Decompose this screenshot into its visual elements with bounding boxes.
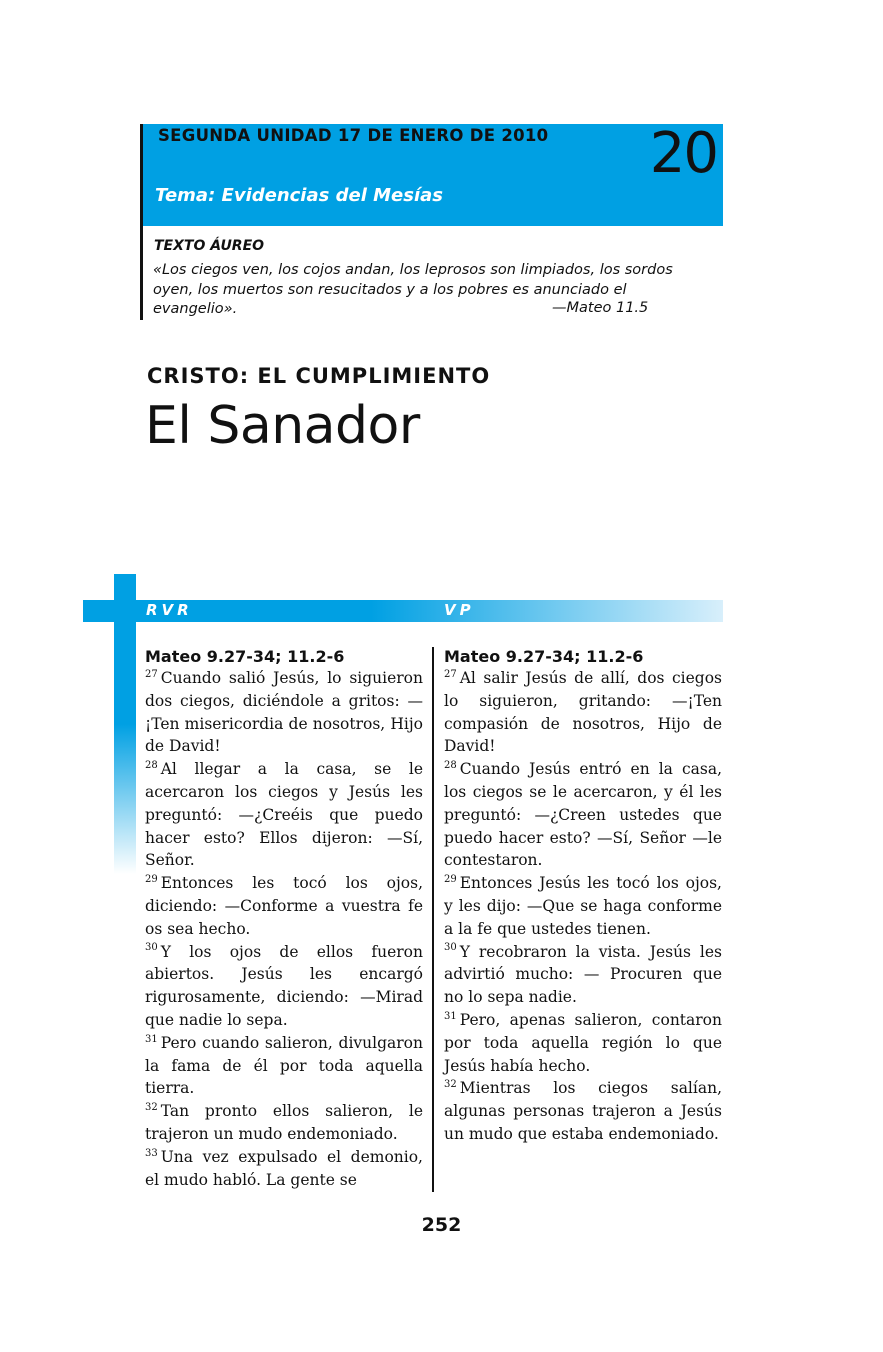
verse-number: 33 <box>145 1147 158 1159</box>
verse-text: Mientras los ciegos salían, algunas personas trajeron a Jesús un mudo que estaba endemoniado. <box>444 1079 722 1143</box>
verse-text: Y los ojos de ellos fueron abiertos. Jesús les encargó rigurosamente, diciendo: —Mirad que nadie lo sepa. <box>145 942 423 1029</box>
verse <box>444 1077 722 1145</box>
verse-text: Al salir Jesús de allí, dos ciegos lo siguieron, gritando: —¡Ten compasión de nosotros, Hijo de David! <box>444 669 722 756</box>
verse-number: 28 <box>444 760 457 772</box>
page-number: 252 <box>421 1214 462 1236</box>
verse-number: 30 <box>444 942 457 954</box>
verse <box>145 1032 423 1100</box>
verse-text: Una vez expulsado el demonio, el mudo habló. La gente se <box>145 1147 423 1189</box>
verse-text: Y recobraron la vista. Jesús les advirtió mucho: — Procuren que no lo sepa nadie. <box>444 942 722 1007</box>
lesson-number: 20 <box>649 121 717 186</box>
verse-number: 27 <box>444 668 457 680</box>
verse-number: 29 <box>145 874 158 886</box>
verse-number: 32 <box>444 1079 457 1091</box>
verse-text: Pero cuando salieron, divulgaron la fama de él por toda aquella tierra. <box>145 1033 423 1098</box>
lesson-theme: Tema: Evidencias del Mesías <box>155 185 443 206</box>
verse <box>145 667 423 758</box>
verse <box>444 872 722 940</box>
verse-number: 27 <box>145 668 158 680</box>
verse-number: 30 <box>145 942 158 954</box>
passage-reference: Mateo 9.27-34; 11.2-6 <box>444 647 644 666</box>
column-divider <box>432 647 434 1192</box>
verse-number: 29 <box>444 874 457 886</box>
series-title: CRISTO: EL CUMPLIMIENTO <box>147 364 491 388</box>
verse-number: 32 <box>145 1101 158 1113</box>
golden-text-reference: —Mateo 11.5 <box>552 300 649 316</box>
verse-text: Cuando salió Jesús, lo siguieron dos ciegos, diciéndole a gritos: —¡Ten misericordia de nosotros, Hijo de David! <box>145 669 423 756</box>
verse <box>444 667 722 758</box>
verse <box>145 758 423 872</box>
verse-text: Al llegar a la casa, se le acercaron los ciegos y Jesús les preguntó: —¿Creéis que puedo hacer esto? Ellos dijeron: —Sí, Señor. <box>145 760 423 870</box>
page-title: El Sanador <box>145 396 420 456</box>
passage-reference: Mateo 9.27-34; 11.2-6 <box>145 647 345 666</box>
golden-text-body: «Los ciegos ven, los cojos andan, los leprosos son limpiados, los sordos oyen, los muertos son resucitados y a los pobres es anunciado el evangelio». <box>153 262 673 317</box>
verse <box>145 1100 423 1146</box>
verse-number: 31 <box>444 1010 457 1022</box>
verse-number: 31 <box>145 1033 158 1045</box>
verse-text: Cuando Jesús entró en la casa, los ciegos se le acercaron, y él les preguntó: —¿Creen ustedes que puedo hacer esto? —Sí, Señor —le contestaron. <box>444 760 722 870</box>
verse <box>444 941 722 1009</box>
verse <box>145 941 423 1032</box>
version-label-rvr: RVR <box>146 601 193 619</box>
header-rule <box>140 124 143 320</box>
unit-date: SEGUNDA UNIDAD 17 DE ENERO DE 2010 <box>158 126 549 145</box>
verse <box>145 872 423 940</box>
golden-text-label: TEXTO ÁUREO <box>154 238 265 254</box>
verse <box>444 1009 722 1077</box>
version-label-vp: VP <box>444 601 475 619</box>
verse <box>145 1146 423 1192</box>
verse <box>444 758 722 872</box>
verse-text: Tan pronto ellos salieron, le trajeron un mudo endemoniado. <box>145 1102 423 1143</box>
scripture-column-vp <box>444 645 722 1146</box>
verse-text: Pero, apenas salieron, contaron por toda aquella región lo que Jesús había hecho. <box>444 1010 722 1075</box>
verse-number: 28 <box>145 760 158 772</box>
verse-text: Entonces les tocó los ojos, diciendo: —Conforme a vuestra fe os sea hecho. <box>145 874 423 938</box>
scripture-column-rvr <box>145 645 423 1191</box>
verse-text: Entonces Jesús les tocó los ojos, y les dijo: —Que se haga conforme a la fe que ustedes tienen. <box>444 874 722 938</box>
